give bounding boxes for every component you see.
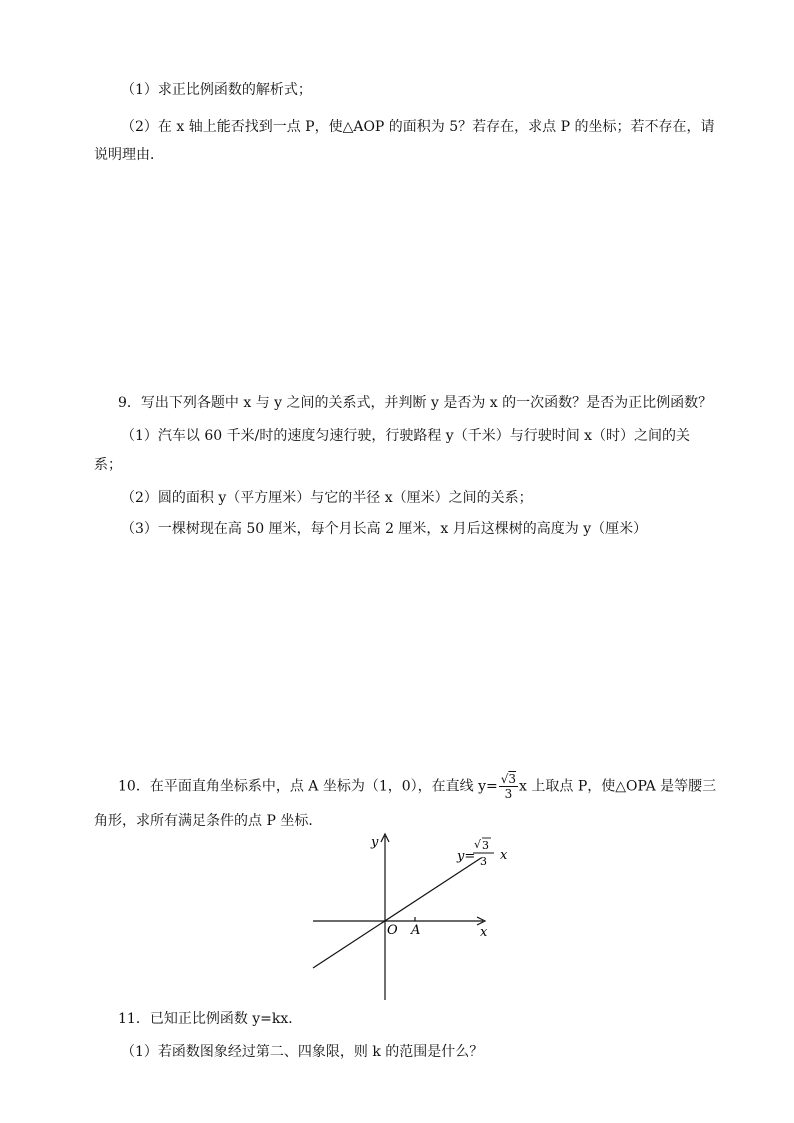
q10-stem-b: x 上取点 P，使△OPA 是等腰三: [519, 778, 717, 795]
q11-part1: （1）若函数图象经过第二、四象限，则 k 的范围是什么？: [121, 1044, 484, 1060]
q9-part1-line2: 系；: [94, 457, 122, 473]
q8-part2-line1: （2）在 x 轴上能否找到一点 P，使△AOP 的面积为 5？若存在，求点 P 的坐标；若不存在，请: [121, 119, 715, 135]
origin-label: O: [387, 923, 398, 938]
q9-stem: 9．写出下列各题中 x 与 y 之间的关系式，并判断 y 是否为 x 的一次函数？是否为正比例函数？: [118, 395, 713, 411]
line-label-den: 3: [480, 855, 487, 868]
q9-part1-line1: （1）汽车以 60 千米/时的速度匀速行驶，行驶路程 y（千米）与行驶时间 x（时）之间的关: [121, 428, 691, 444]
q10-stem-line1: [118, 772, 716, 801]
q10-figure: [305, 828, 545, 1008]
y-axis-label: y: [371, 835, 379, 850]
q10-frac-den: 3: [504, 787, 513, 801]
q8-part1: （1）求正比例函数的解析式；: [121, 82, 312, 98]
q8-part2-line2: 说明理由．: [94, 147, 164, 163]
x-axis-label: x: [480, 925, 488, 940]
q9-part3: （3）一棵树现在高 50 厘米，每个月长高 2 厘米，x 月后这棵树的高度为 y（厘米）: [121, 521, 648, 537]
q10-stem-line2: 角形，求所有满足条件的点 P 坐标．: [94, 813, 323, 829]
line-graph: [313, 858, 481, 968]
line-label-suffix: x: [500, 848, 508, 863]
q10-frac-num: 3: [508, 772, 517, 786]
line-label-prefix: y=: [457, 849, 476, 864]
q10-fraction: $\frac{√3}{3}$: [500, 772, 517, 801]
q11-stem: 11．已知正比例函数 y=kx．: [118, 1011, 303, 1027]
q10-stem-a: 10．在平面直角坐标系中，点 A 坐标为（1，0），在直线 y=: [118, 778, 498, 795]
line-label-sqrt-icon: √: [474, 838, 482, 851]
q9-part2: （2）圆的面积 y（平方厘米）与它的半径 x（厘米）之间的关系；: [121, 490, 533, 506]
line-label-num: 3: [482, 839, 489, 852]
point-a-label: A: [411, 923, 421, 938]
